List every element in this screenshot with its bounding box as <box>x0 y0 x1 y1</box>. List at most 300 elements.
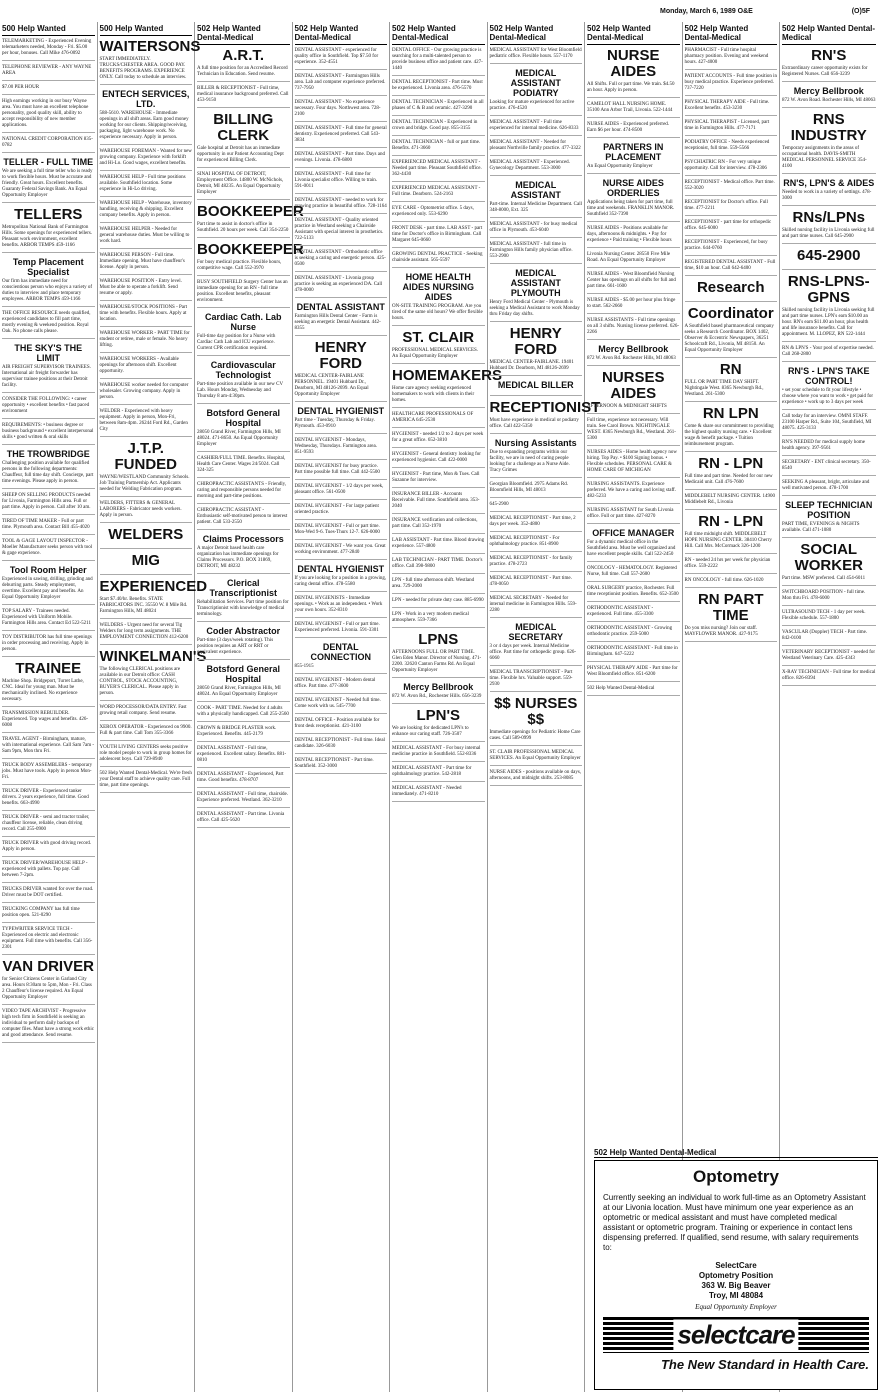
ad-body: DENTAL HYGIENIST - Modern dental office. Part time. 477-3600 <box>294 678 376 689</box>
classified-ad <box>2 763 95 785</box>
ad-body: DENTAL ASSISTANT - Part time. Days and evenings. Livonia. 478-6800 <box>294 152 385 163</box>
ad-body: DENTAL ASSISTANT - experienced for quality office in Southfield. Top $7.50 for experience. 352-4551 <box>294 48 379 65</box>
classified-ad <box>392 632 485 678</box>
classified-ad <box>100 331 193 353</box>
classified-ad <box>587 102 680 118</box>
ad-body: DENTAL TECHNICIAN - Experienced in crown and bridge. Good pay. 855-3155 <box>392 120 478 131</box>
ad-body: for Senior Citizens Center in Garland City area. Hours 8:30am to 5pm, Mon - Fri. Class 2 Chauffeur's license required. An Equal Opportunity Employer <box>2 977 92 1000</box>
classified-ad <box>685 558 778 574</box>
ad-headline: Mercy Bellbrook <box>403 682 474 692</box>
ad-body: SHEEP ON SELLING PRODUCTS needed for Livonia, Farmington Hills area. Full or part time. Apply in person. Call after 10 am. <box>2 493 91 510</box>
ad-body: REGISTERED DENTAL ASSISTANT - Full time, $10 an hour. Call 642-6400 <box>684 260 776 271</box>
ad-headline: SOCIAL WORKER <box>794 541 863 574</box>
classified-ad <box>490 222 583 238</box>
ad-headline: NURSE AIDES <box>606 47 660 80</box>
classified-ad <box>587 586 680 602</box>
ad-body: ORTHODONTIC ASSISTANT - Growing orthodontic practice. 259-5000 <box>587 626 673 637</box>
ad-body: Part-time. Internal Medicine Department. Call 348-8000, Ext. 325 <box>489 202 582 213</box>
ad-body: MEDICAL SECRETARY - Needed for internal medicine in Farmington Hills. 559-2280 <box>489 596 577 613</box>
ad-body: For busy medical practice. Flexible hours, competitive wage. Call 552-3970 <box>197 260 282 271</box>
classified-ad <box>100 553 193 575</box>
classified-ad <box>2 737 95 759</box>
ad-body: TRUCKING COMPANY has full time position open. 521-0290 <box>2 907 80 918</box>
classified-ad <box>587 122 680 138</box>
classified-ad <box>197 534 290 574</box>
ad-body: MEDICAL ASSISTANT - full time in Farmington Hills family physician office. 553-2900 <box>489 242 573 259</box>
classified-ad <box>490 242 583 264</box>
ad-body: WAREHOUSE PERSON - Full time. Immediate opening. Must have chauffeur's license. Apply in person. <box>99 253 185 270</box>
ad-headline: RN PART TIME <box>697 591 764 624</box>
ad-body: CROWN & BRIDGE PLASTER work. Experienced. Benefits. 445-2179 <box>197 726 277 737</box>
classified-ad <box>295 276 388 298</box>
classified-ad <box>295 544 388 560</box>
ad-body: VETERINARY RECEPTIONIST - needed for Westland Veterinary Care. 425-4343 <box>782 650 876 661</box>
display-ad-text: Currently seeking an individual to work full-time as an Optometry Assistant at our Livonia location. Must have minimum one year experience as an optometric or medical assistant and must have completed medical assistant or optometric program. Training or experience in contact lens dispensing preferred. If qualified, send resume, with salary requirements to: <box>603 1193 866 1252</box>
ad-body: LAB TECHNICIAN - PART TIME. Doctor's office. Call 398-9800 <box>392 558 483 569</box>
ad-body: MEDICAL RECEPTIONIST - Part time, 2 days per week. 352-4800 <box>489 516 576 527</box>
ad-body: SINAI HOSPITAL OF DETROIT, Employment Office. 14800 W. McNichols, Detroit, MI 48235. An Equal Opportunity Employer <box>197 172 284 195</box>
ad-body: EXPERIENCED MEDICAL ASSISTANT - Needed part time. Pleasant Southfield office. 362-4430 <box>392 160 482 177</box>
ad-headline: OFFICE MANAGER <box>592 528 675 538</box>
classified-ad <box>2 423 95 445</box>
classified-ad <box>100 357 193 379</box>
classified-ad <box>685 306 778 358</box>
ad-headline: Cardiovascular Technologist <box>210 360 276 380</box>
classified-ad <box>392 226 485 248</box>
classified-ad <box>490 326 583 376</box>
ad-body: WELDERS - Urgent need for several Tig Welders for long term assignments. THE EMPLOYMENT CONNECTION 412-6200 <box>99 623 189 640</box>
classified-ad <box>2 907 95 923</box>
classified-ad <box>295 48 388 70</box>
classified-ad <box>685 48 778 70</box>
ad-body: 502 Help Wanted Dental-Medical <box>587 686 655 691</box>
classified-ad <box>392 612 485 628</box>
classified-column <box>295 22 391 1392</box>
classified-ad <box>295 198 388 214</box>
classified-ad <box>295 642 388 674</box>
ad-headline: RN - LPN <box>698 513 764 530</box>
classified-ad <box>782 346 876 362</box>
ad-body: Challenging position available for qualified persons in the following departments: Chauffeur, full time day shift. Concierge, part time evenings. Please apply in person. <box>2 461 94 484</box>
ad-body: $7.00 PER HOUR <box>2 85 40 90</box>
classified-ad <box>295 406 388 434</box>
ad-headline: RNs/LPNs <box>792 209 866 226</box>
classified-column <box>489 22 601 1392</box>
ad-body: Part-time (3 days/week rotating). This position requires an ART or RRT or equivalent experience. <box>197 638 274 655</box>
ad-body: INSURANCE BILLER - Accounts Receivable. Full time. Southfield area. 353-2040 <box>392 492 480 509</box>
classified-ad <box>587 646 680 662</box>
classified-ad <box>685 100 778 116</box>
ad-body: A full time position for an Accredited Record Technician in Education. Send resume. <box>197 66 288 77</box>
ad-body: DENTAL ASSISTANT - Full time for general dentistry. Experienced preferred. Call 543-3834 <box>294 126 387 143</box>
classified-ad <box>782 610 876 626</box>
classified-ad <box>100 305 193 327</box>
classified-ad <box>99 648 207 701</box>
classified-ad <box>490 622 583 666</box>
ad-headline: MEDICAL BILLER <box>497 380 574 390</box>
display-ad-address1: 363 W. Big Beaver <box>701 1281 771 1290</box>
classified-ad <box>197 241 304 276</box>
classified-ad <box>490 180 583 218</box>
classified-ad <box>295 564 388 592</box>
ad-body: MIDDLEBELT NURSING CENTER. 14900 Middlebelt Rd., Livonia <box>684 494 776 505</box>
ad-body: CHIROPRACTIC ASSISTANTS - Friendly, caring and responsible persons needed for morning and part-time positions. <box>197 482 287 499</box>
classified-ad <box>782 650 876 666</box>
classified-ad <box>685 140 778 156</box>
ad-headline: VAN DRIVER <box>2 958 94 975</box>
classified-ad <box>295 596 388 618</box>
ad-body: VIDEO TAPE ARCHIVIST - Progressive high tech firm in Southfield is seeking an individual to perform daily backups of computer files. Must have a strong work ethic and good attendance. Send resume. <box>2 1009 94 1038</box>
ad-headline: LPN'S <box>416 707 461 724</box>
ad-body: • set your schedule to fit your lifestyle • choose where you want to work • get paid for experience • work up to 3 days per week <box>782 388 874 405</box>
classified-ad <box>392 578 485 594</box>
ad-body: DENTAL ASSISTANT - Livonia group practice is seeking an experienced DA. Call 478-0000 <box>294 276 383 293</box>
classified-ad <box>490 268 583 322</box>
ad-body: We are seeking a full time teller who is ready to work flexible hours. Must be accurate and friendly. Great hours. Excellent benefits. Guaranty Federal Savings Bank. An Equal Opportunity Employer <box>2 169 93 198</box>
classified-ad <box>100 383 193 405</box>
ad-headline: Botsford General Hospital <box>206 664 280 684</box>
classified-ad <box>197 812 290 828</box>
ad-body: 588-5610. WAREHOUSE - Immediate openings in all shift areas. Earn good money working for our clients. Shipping/receiving, packaging, light warehouse work. No experience necessary. Apply in person. <box>99 111 189 140</box>
newspaper-masthead <box>0 0 884 22</box>
ad-body: 855-1915 <box>294 664 314 669</box>
ad-headline: MEDICAL ASSISTANT <box>510 180 561 200</box>
classified-ad <box>100 279 193 301</box>
ad-headline: HOMEMAKERS <box>392 367 503 384</box>
classified-ad <box>2 39 95 61</box>
ad-body: WAREHOUSE FOREMAN - Wanted for new growing company. Experience with forklift and Hi-Lo. Good wages, excellent benefits. <box>99 149 192 166</box>
classified-ad <box>685 240 778 256</box>
ad-body: DENTAL ASSISTANT - No experience necessary. Four days. Northwest area. 728-2100 <box>294 100 381 117</box>
classified-ad <box>295 250 388 272</box>
classified-ad <box>2 609 95 631</box>
ad-body: DENTAL HYGIENIST - For large patient oriented practice. <box>294 504 379 515</box>
ad-body: ORTHODONTIC ASSISTANT - Full time in Birmingham. 647-5222 <box>587 646 678 657</box>
classified-ad <box>490 536 583 552</box>
ad-headline: EXPERIENCED <box>99 578 208 595</box>
classified-ad <box>2 85 95 95</box>
ad-body: CONSIDER THE FOLLOWING: • career opportunity • excellent benefits • fast paced environment <box>2 397 90 414</box>
ad-body: Rehabilitation Services. Part time position for Transcriptionist with knowledge of medical terminology. <box>197 600 289 617</box>
ad-body: Temporary assignments in the areas of occupational health. DAVIS-SMITH MEDICAL PERSONNEL SERVICE 354-4100 <box>782 146 867 169</box>
ad-body: XEROX OPERATOR - Experienced on 9900. Full & part time. Call Tom 355-3366 <box>99 725 192 736</box>
classified-ad <box>782 630 876 646</box>
ad-body: For a dynamic medical office in the Southfield area. Must be well organized and have excellent people skills. Call 522-2450 <box>587 540 676 557</box>
ad-body: DENTAL RECEPTIONIST - Full time. Ideal candidate. 326-6030 <box>294 738 385 749</box>
ad-headline: MEDICAL ASSISTANT PODIATRY <box>510 68 561 98</box>
ad-headline: BOOKKEEPER <box>197 203 304 220</box>
ad-body: WAREHOUSE POSITION - Entry level. Must be able to operate a forklift. Send resume or apply. <box>99 279 182 296</box>
classified-ad <box>2 635 95 657</box>
classified-ad <box>685 74 778 96</box>
ad-body: WELDERS, FITTERS & GENERAL LABORERS - Fabricator needs workers. Apply in person. <box>99 501 182 518</box>
ad-headline: RN'S - LPN'S TAKE CONTROL! <box>787 366 870 386</box>
classified-ad <box>392 746 485 762</box>
ad-body: TOY DISTRIBUTOR has full time openings in order processing and receiving. Apply in person. <box>2 635 92 652</box>
ad-body: MEDICAL ASSISTANT - Experienced. Gynecology Department. 553-3000 <box>489 160 570 171</box>
ad-body: DENTAL HYGIENIST - Needed full time. Come work with us. 545-7700 <box>294 698 381 709</box>
ad-body: 502 Help Wanted Dental-Medical. We're fresh your Dental staff to achieve quality care. Full time, part time openings. <box>99 771 192 788</box>
classified-ad <box>490 670 583 692</box>
ad-body: ULTRASOUND TECH - 1 day per week. Flexible schedule. 557-1800 <box>782 610 866 621</box>
classified-ad <box>490 596 583 618</box>
display-ad-position: Optometry Position <box>698 1271 774 1280</box>
ad-body: RECEPTIONIST - part time for orthopedic office. 645-6000 <box>684 220 772 231</box>
classified-ad <box>490 160 583 176</box>
classified-ad <box>2 137 95 153</box>
ad-body: ON-SITE TRAINING PROGRAM. Are you tired of the same old hours? We offer flexible hours. <box>392 304 483 321</box>
ad-body: MEDICAL RECEPTIONIST - for family practice. 478-2723 <box>489 556 573 567</box>
ad-headline: ST. CLAIR <box>402 329 475 346</box>
ad-body: The following CLERICAL positions are available in our Detroit office: CASH CONTROL, STOCK ACCOUNTING, BUYER'S CLERICAL. Please apply in person. <box>99 667 181 696</box>
classified-ad <box>295 74 388 96</box>
classified-ad <box>392 766 485 782</box>
classified-ad <box>392 452 485 468</box>
ad-body: TRUCKS DRIVER wanted for over the road. Driver must be DOT certified. <box>2 887 94 898</box>
classified-ad <box>490 770 583 786</box>
ad-headline: RECEPTIONIST <box>489 399 601 416</box>
classified-ad <box>99 38 201 85</box>
classified-ad <box>2 99 95 133</box>
classified-ad <box>392 598 485 608</box>
classified-ad <box>587 482 680 504</box>
classified-ad <box>490 48 583 64</box>
ad-body: DENTAL HYGIENIST - 1/2 days per week, pleasant office. 561-0500 <box>294 484 384 495</box>
classified-ad <box>587 686 680 696</box>
classified-ad <box>782 460 876 476</box>
classified-ad <box>782 440 876 456</box>
ad-body: CHIROPRACTIC ASSISTANT - Enthusiastic self-motivated person to interest patient. Call 533-2550 <box>197 508 288 525</box>
ad-body: WELDER - Experienced with heavy equipment. Apply in person, Mon-Fri, between 8am-4pm. 26244 Ford Rd., Garden City <box>99 409 188 432</box>
classified-ad <box>490 516 583 532</box>
ad-body: MEDICAL ASSISTANT - Full time experienced for internal medicine. 626-8333 <box>489 120 579 131</box>
classified-ad <box>392 272 485 326</box>
ad-body: DENTAL ASSISTANT - Part time. Livonia office. Call 425-5620 <box>197 812 285 823</box>
column-header: 500 Help Wanted <box>100 22 193 36</box>
ad-body: Machine Shop. Bridgeport, Turret Lathe, CNC. Ideal for young man. Must be mechanically inclined. No experience necessary. <box>2 679 84 702</box>
ad-body: PODIATRY OFFICE - Needs experienced receptionist, full time. 559-5566 <box>684 140 770 151</box>
ad-body: LPN - full time afternoon shift. Westland area. 729-2000 <box>392 578 475 589</box>
ad-body: INSURANCE verification and collections, part time. Call 352-1970 <box>392 518 478 529</box>
classified-ad <box>392 432 485 448</box>
ad-body: TRUCK DRIVER with good driving record. Apply in person. <box>2 841 92 852</box>
ad-body: EYE CARE - Optometrist office. 5 days, experienced only. 553-6290 <box>392 206 474 217</box>
ad-body: NURSING ASSISTANTS. Experience preferred. We have a caring and loving staff. 482-5233 <box>587 482 676 499</box>
classified-ad <box>2 519 95 535</box>
ad-headline: RNS INDUSTRY <box>790 111 867 144</box>
classified-ad <box>295 100 388 122</box>
ad-body: 872 W. Avon Road. Rochester Hills, MI 48063 <box>782 98 876 103</box>
ad-body: RN - needed 24 hrs per week for physician office. 559-2222 <box>684 558 771 569</box>
classified-ad <box>2 861 95 883</box>
ad-headline: DENTAL HYGIENIST <box>297 564 385 574</box>
ad-headline: Research <box>696 279 765 296</box>
ad-body: FULL OR PART TIME DAY SHIFT. Nightingale West. 8365 Newburgh Rd., Westland. 261-5300 <box>684 380 764 397</box>
ad-body: TELEMARKETING - Experienced Evening telemarketers needed, Monday - Fri. $5.00 per hour, bonuses. Call Mike 476-0092 <box>2 39 92 56</box>
column-header: 502 Help Wanted Dental-Medical <box>782 22 876 45</box>
classified-column <box>2 22 98 1392</box>
ad-headline: LPNS <box>418 631 459 648</box>
ad-headline: WAITERSONS <box>99 38 201 55</box>
ad-headline: Coder Abstractor <box>206 626 281 636</box>
classified-ad <box>295 340 388 402</box>
classified-ad <box>100 527 193 549</box>
ad-body: DENTAL TECHNICIAN - Experienced in all phases of C & B and ceramic. 427-3290 <box>392 100 484 111</box>
ad-body: NURSES AIDES - Home health agency now hiring. Top Pay. • $100 Signing bonus. • Flexible schedules. PERSONAL CARE & HOME CARE OF MICHIGAN <box>587 450 677 473</box>
ad-body: NURSE AIDES - positions available on days, afternoons, and midnight shifts. 253-8085 <box>489 770 582 781</box>
ad-body: TRUCK DRIVER - Experienced tanker drivers. 2 years experience, full time. Good benefits. 663-4990 <box>2 789 89 806</box>
classified-ad <box>197 172 290 200</box>
classified-ad <box>2 449 95 489</box>
classified-ad <box>587 298 680 314</box>
ad-body: Call today for an interview. OMNI STAFF. 23100 Harper Rd., Suite 104, Southfield, MI 48075. 425-3133 <box>782 414 872 431</box>
ad-body: BILLER & RECEPTIONIST - Full time, medical insurance background preferred. Call 453-9150 <box>197 86 289 103</box>
classified-ad <box>685 180 778 196</box>
classified-ad <box>587 178 680 222</box>
ad-body: Skilled nursing facility in Livonia seeking full and part time nurses. LPN's earn $10.00 an hour. RN's earn $11.00 an hour, plus health and life insurance benefits. Call for appointment. M. LLOPEZ, RN 522-1444 <box>782 308 875 337</box>
classified-ad <box>490 556 583 572</box>
ad-body: WAREHOUSE HELP - Warehouse, inventory handling, receiving & shipping. Excellent company benefits. Apply in person. <box>99 201 192 218</box>
classified-ad <box>295 622 388 638</box>
ad-body: WAYNE/WESTLAND Community Schools. Job Training Partnership Act. Applicants needed for Welding Fabrication program. <box>99 475 190 492</box>
ad-body: 3 or 4 days per week. Internal Medicine office. Part time for orthopedic group. 626-6060 <box>489 644 577 661</box>
ad-body: 645-2900 <box>489 502 509 507</box>
ad-body: Skilled nursing facility in Livonia seeking full and part time nurses. Call 645-2900 <box>782 228 875 239</box>
ad-body: WAREHOUSE HELP - Full time positions available. Southfield location. Some experience in Hi-Lo driving. <box>99 175 186 192</box>
classified-ad <box>685 220 778 236</box>
ad-body: HYGIENIST - Part time, Mon & Tues. Call Suzanne for interview. <box>392 472 480 483</box>
ad-body: HYGIENIST - General dentistry looking for experienced hygienist. Call 422-0000 <box>392 452 481 463</box>
classified-ad <box>197 746 290 768</box>
ad-body: RECEPTIONIST - Medical office. Part time. 552-3020 <box>684 180 775 191</box>
ad-headline: BILLING CLERK <box>213 111 274 144</box>
display-ad-section-header: 502 Help Wanted Dental-Medical <box>594 1148 878 1158</box>
ad-body: TRUCK DRIVER - semi and tractor trailer, chauffeur license, reliable, clean driving record. Call 255-0900 <box>2 815 90 832</box>
ad-body: RN ONCOLOGY - full time. 626-1020 <box>684 578 764 583</box>
classified-ad <box>2 539 95 561</box>
classified-ad <box>197 280 290 308</box>
ad-body: LPN - needed for private duty case. 885-6990 <box>392 598 484 603</box>
ad-body: YOUTH LIVING CENTERS seeks positive role model people to work in group homes for adolescent boys. Call 729-8940 <box>99 745 192 762</box>
classified-ad <box>782 500 876 538</box>
ad-body: Full time, experience not necessary. Will train. See Carol Brown. NIGHTINGALE WEST. 8365 Newburgh Rd., Westland. 261-5300 <box>587 418 676 441</box>
ad-headline: TELLERS <box>14 206 83 223</box>
classified-ad <box>685 260 778 276</box>
ad-body: NURSE AIDES - West Bloomfield Nursing Center has openings on all shifts for full and part time. 661-1600 <box>587 272 676 289</box>
ad-body: PHYSICAL THERAPY AIDE - Part time for West Bloomfield office. 851-6200 <box>587 666 678 677</box>
ad-body: DENTAL ASSISTANT - Full time, experienced. Excellent salary. Benefits. 881-0810 <box>197 746 287 763</box>
classified-ad <box>685 578 778 588</box>
classified-ad <box>782 670 876 686</box>
classified-ad <box>587 344 680 366</box>
ad-headline: PARTNERS IN PLACEMENT <box>603 142 664 162</box>
classified-ad <box>587 48 680 98</box>
ad-body: GROWING DENTAL PRACTICE - Seeking chairside assistant. 565-5597 <box>392 252 483 263</box>
classified-ad <box>295 126 388 148</box>
ad-body: TRANSMISSION REBUILDER. Experienced. Top wages and benefits. 426-6008 <box>2 711 89 728</box>
ad-headline: RNS-LPNS-GPNS <box>787 273 870 306</box>
ad-body: All Shifts. Full or part time. We train. $4.50 an hour. Apply in person. <box>587 82 675 93</box>
ad-body: SECRETARY - ENT clinical secretary. 350-8540 <box>782 460 871 471</box>
classified-ad <box>197 86 290 108</box>
ad-headline: Coordinator <box>687 305 774 322</box>
classified-ad <box>587 566 680 582</box>
classified-ad <box>685 160 778 176</box>
ad-body: MEDICAL TRANSCRIPTIONIST - Part time. Flexible hrs. Valuable support. 559-2930 <box>489 670 573 687</box>
ad-body: NURSE AIDES - Positions available for days, afternoons & midnights. • Pay for experience • Paid training • Flexible hours <box>587 226 672 243</box>
classified-ad <box>685 200 778 216</box>
classified-ad <box>392 412 485 428</box>
ad-body: MEDICAL RECEPTIONIST - For ophthalmology practice. 851-8900 <box>489 536 560 547</box>
classified-ad <box>782 542 876 586</box>
classified-ad <box>100 441 193 497</box>
ad-body: REQUIREMENTS: • business degree or business background • excellent interpersonal skills • good written & oral skills <box>2 423 94 440</box>
ad-headline: $$ NURSES $$ <box>494 695 578 728</box>
ad-body: MEDICAL ASSISTANT for West Bloomfield pediatric office. Flexible hours. 557-1170 <box>489 48 582 59</box>
classified-ad <box>295 152 388 168</box>
ad-body: HYGIENIST - needed 1/2 to 2 days per week for a great office. 652-3810 <box>392 432 484 443</box>
ad-headline: WELDERS <box>108 526 184 543</box>
classified-ad <box>2 493 95 515</box>
ad-body: Part time to assist in doctor's office in Southfield. 20 hours per week. Call 354-2250 <box>197 222 289 233</box>
ad-headline: Clerical Transcriptionist <box>209 578 277 598</box>
classified-ad <box>100 253 193 275</box>
ad-body: TRUCK BODY ASSEMBLERS - temporary jobs. Must have tools. Apply in person Mon-Fri. <box>2 763 93 780</box>
classified-ad <box>587 508 680 524</box>
column-header: 502 Help Wanted Dental-Medical <box>392 22 485 45</box>
classified-ad <box>392 538 485 554</box>
ad-body: An Equal Opportunity Employer <box>587 164 653 169</box>
classified-ad <box>587 226 680 248</box>
classified-ad <box>685 406 778 452</box>
ad-body: Must have experience in medical or podiatry office. Call 422-5350 <box>489 418 579 429</box>
ad-body: COOK - PART TIME. Needed for 4 adults with a physically handicapped. Call 255-2560 <box>197 706 289 717</box>
classified-ad <box>2 841 95 857</box>
ad-body: Looking for mature experienced for active practice. 476-4520 <box>489 100 575 111</box>
classified-ad <box>587 318 680 340</box>
classified-ad <box>100 89 193 145</box>
column-header: 502 Help Wanted Dental-Medical <box>490 22 583 45</box>
display-ad-address2: Troy, MI 48084 <box>708 1291 764 1300</box>
classified-ad <box>197 48 290 82</box>
ad-body: RN & LPN'S - Your pool of expertise needed. Call 268-2800 <box>782 346 874 357</box>
ad-body: DENTAL ASSISTANT - Full time, chairside. Experience preferred. Westland. 362-3210 <box>197 792 288 803</box>
ad-body: Experienced in sawing, drilling, grinding and deburring parts. Steady employment, overtime. Excellent pay and benefits. An Equal Opportunity Employer <box>2 577 93 600</box>
ad-headline: NURSE AIDES ORDERLIES <box>602 178 664 198</box>
column-header: 502 Help Wanted Dental-Medical <box>295 22 388 45</box>
classified-ad <box>685 514 778 554</box>
ad-body: START IMMEDIATELY. TRUCKS/CHESTER AREA. GOOD PAY. BENEFITS PROGRAMS. EXPERIENCE ONLY. Call today to schedule an interview. <box>99 57 187 80</box>
ad-body: Immediate openings for Pediatric Home Care cases. Call 589-0999 <box>489 730 581 741</box>
display-ad-tagline: The New Standard in Health Care. <box>660 1357 869 1372</box>
classified-ad <box>392 558 485 574</box>
ad-body: WAREHOUSE/STOCK POSITIONS - Part time with benefits. Flexible hours. Apply at location. <box>99 305 188 322</box>
ad-body: MEDICAL CENTER-FAIRLANE PERSONNEL. 19401 Hubbard Dr., Dearborn, MI 48126-2699. An Equal Opportunity Employer <box>294 374 369 397</box>
classified-ad <box>2 927 95 955</box>
ad-body: Full-time day position for a Nurse with Cardiac Cath Lab and ICU experience. Current CPR certification required. <box>197 334 276 351</box>
page-number: (O)5F <box>851 8 870 15</box>
classified-ad <box>2 311 95 339</box>
ad-body: Part time. MSW preferred. Call 454-6011 <box>782 576 866 581</box>
ad-body: HEALTHCARE PROFESSIONALS OF AMERICA 645-2530 <box>392 412 474 423</box>
ad-body: DENTAL HYGIENIST - Full or part time. Experienced preferred. Livonia. 591-3301 <box>294 622 380 633</box>
classified-ad <box>782 48 876 82</box>
ad-body: WAREHOUSE WORKER - PART TIME for student or retiree, male or female. No heavy lifting. <box>99 331 190 348</box>
ad-headline: DENTAL HYGIENIST <box>297 406 385 416</box>
classified-ad <box>295 678 388 694</box>
classified-ad <box>295 438 388 460</box>
ad-body: Gale hospital at Detroit has an immediate opportunity in our Patient Accounting Dept for experienced Billing Clerk. <box>197 146 284 163</box>
